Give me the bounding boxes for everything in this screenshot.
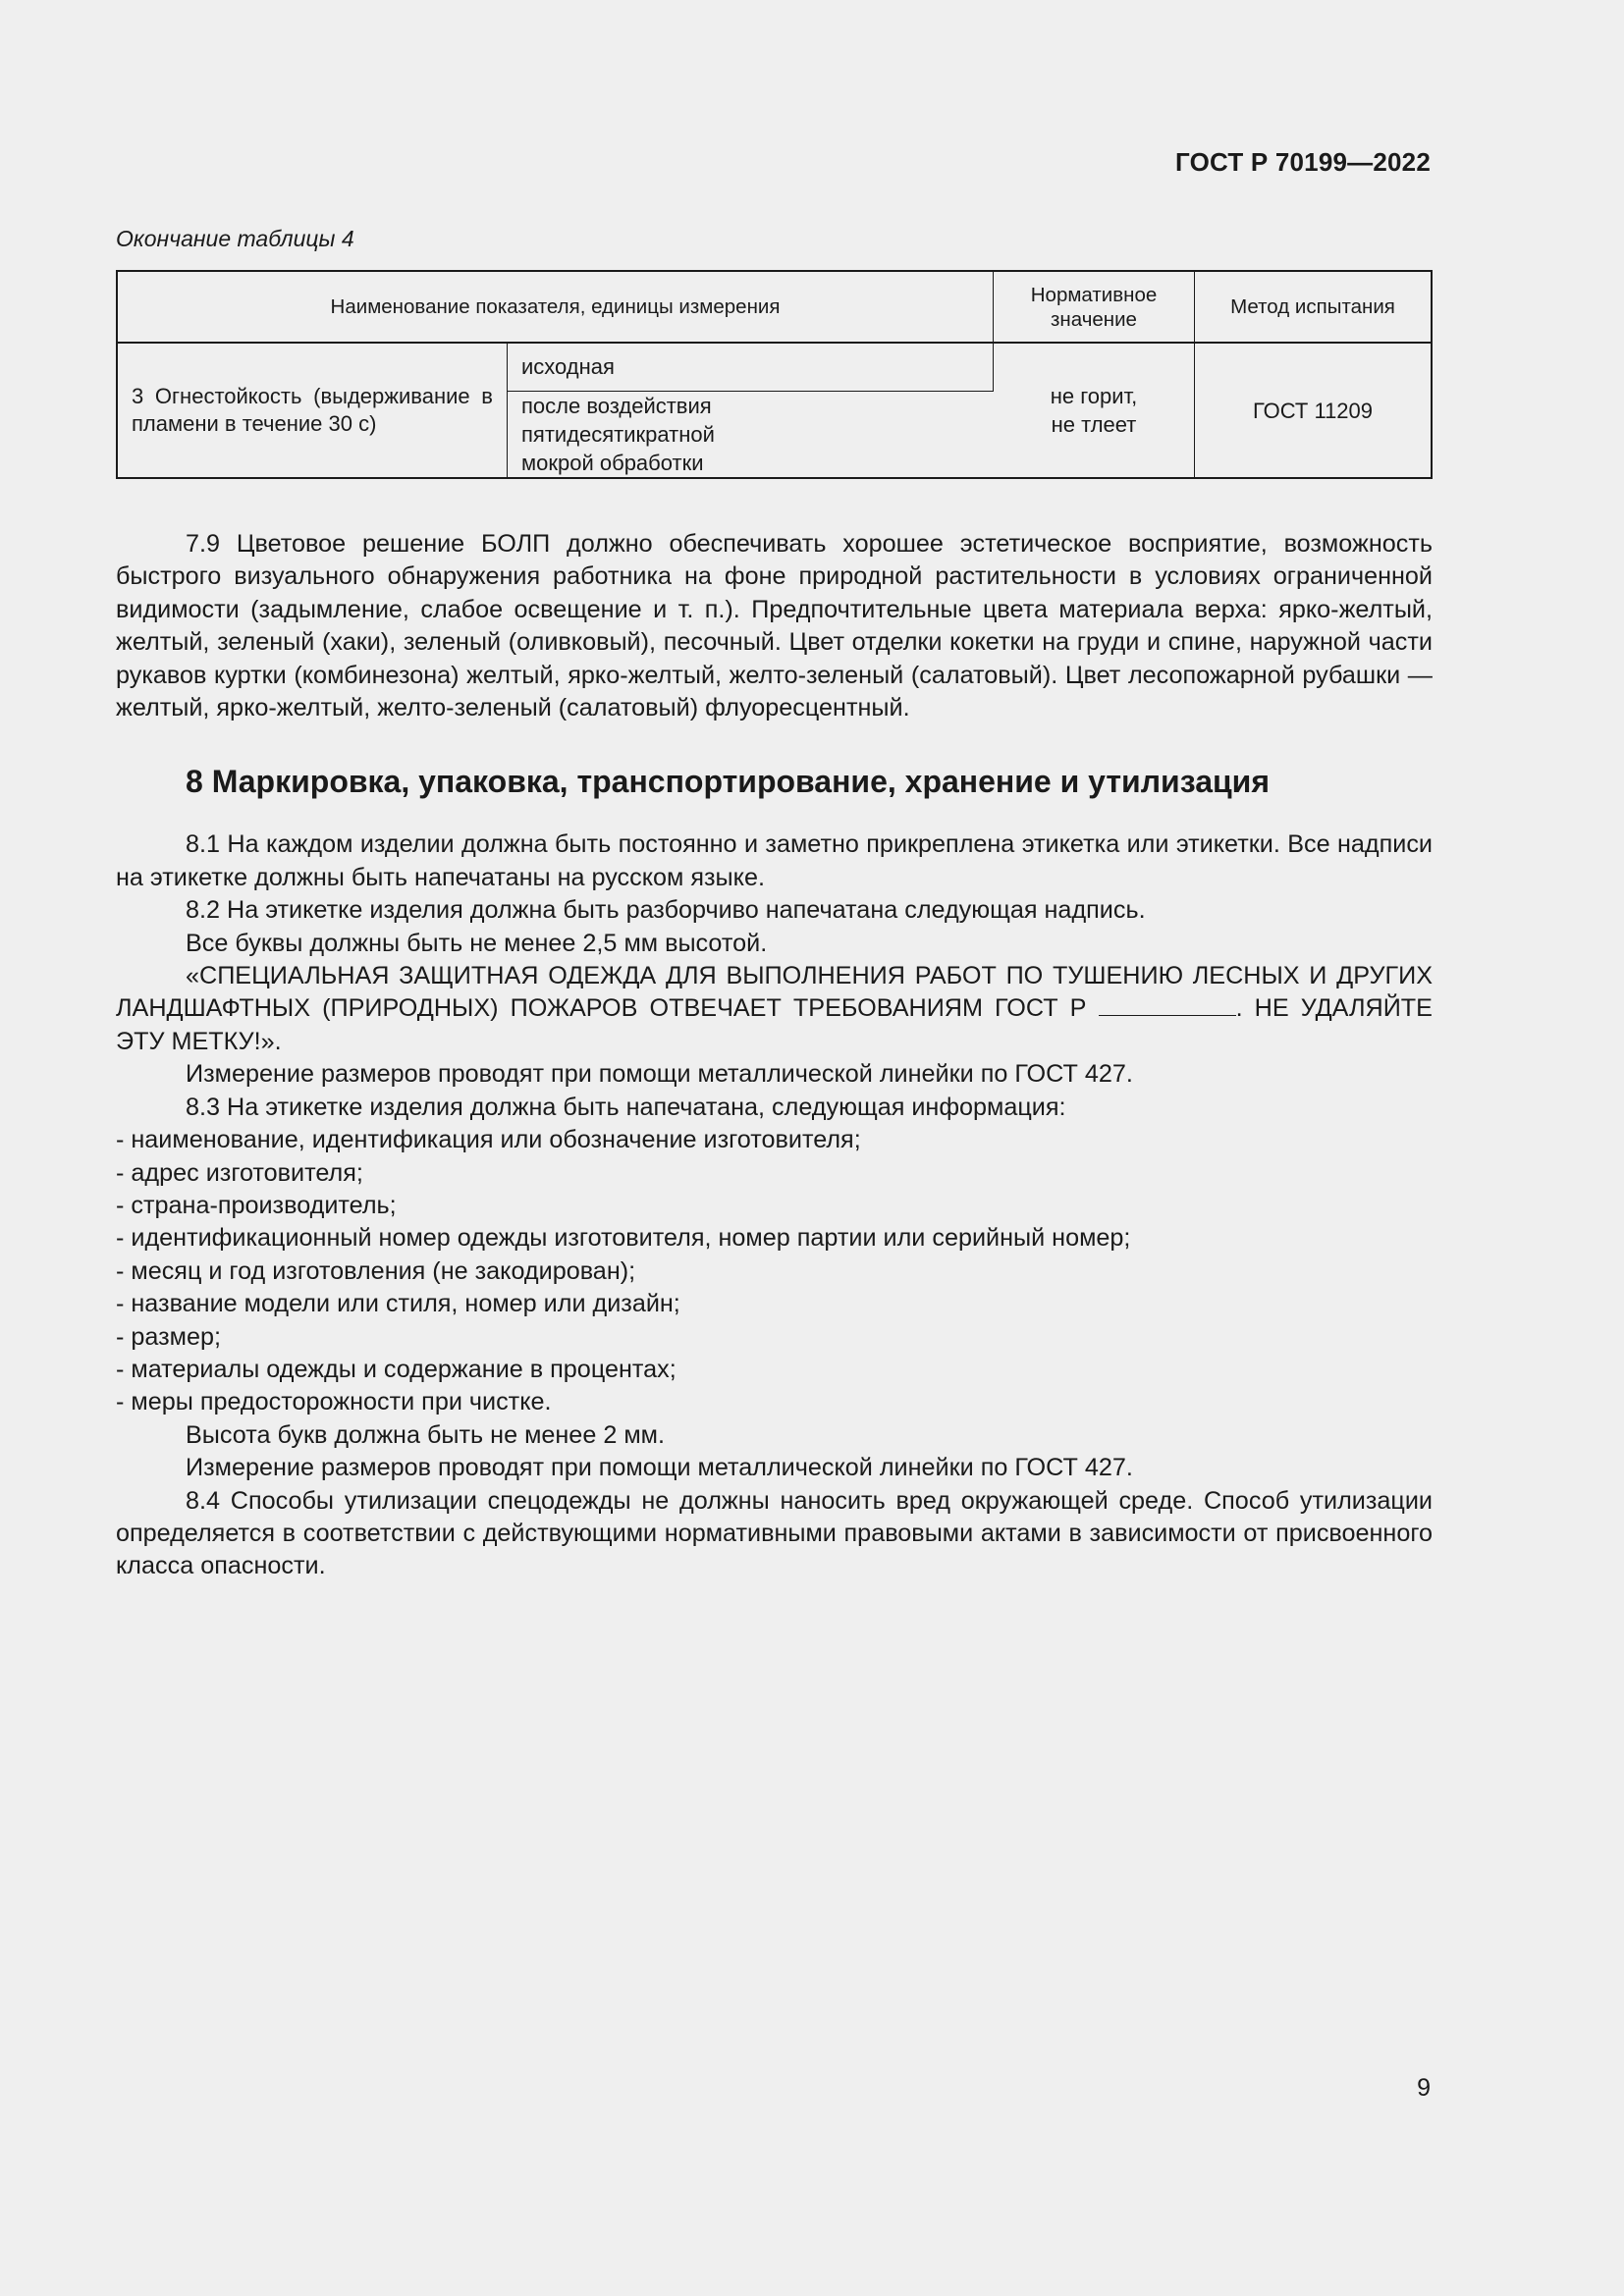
column-header-method: Метод испытания — [1195, 272, 1431, 343]
list-item: - меры предосторожности при чистке. — [116, 1388, 552, 1416]
paragraph-8-1: 8.1 На каждом изделии должна быть постоянно и заметно прикреплена этикетка или этикетки. Все надписи на этикетке должны быть напечатаны на русском языке. — [116, 830, 1433, 891]
column-header-norm-line1: Нормативное — [1030, 283, 1158, 306]
paragraph-8-2: 8.2 На этикетке изделия должна быть разборчиво напечатана следующая надпись. — [186, 896, 1146, 925]
stage-after-line3: мокрой обработки — [521, 451, 704, 475]
column-header-indicator: Наименование показателя, единицы измерения — [118, 272, 994, 343]
list-item: - размер; — [116, 1322, 221, 1351]
paragraph-letters-2-5mm: Все буквы должны быть не менее 2,5 мм высотой. — [186, 929, 768, 957]
gost-number-blank — [1099, 993, 1236, 1016]
norm-value-cell — [994, 343, 1195, 477]
list-item: - наименование, идентификация или обозначение изготовителя; — [116, 1126, 861, 1154]
document-body — [116, 528, 1433, 1583]
paragraph-label-text — [116, 960, 1433, 1058]
paragraph-8-4: 8.4 Способы утилизации спецодежды не должны наносить вред окружающей среде. Способ утилизации определяется в соответствии с действующими нормативными правовыми актами в зависимости от присвоенного класса опасности. — [116, 1486, 1433, 1580]
list-item: - идентификационный номер одежды изготовителя, номер партии или серийный номер; — [116, 1224, 1131, 1253]
list-item: - название модели или стиля, номер или дизайн; — [116, 1290, 680, 1318]
list-item: - адрес изготовителя; — [116, 1158, 363, 1187]
table-4-end — [116, 270, 1433, 479]
norm-value-line1: не горит, — [1050, 384, 1138, 408]
norm-value-line2: не тлеет — [1051, 412, 1137, 437]
paragraph-letters-2mm: Высота букв должна быть не менее 2 мм. — [186, 1420, 665, 1449]
page-number: 9 — [1417, 2074, 1431, 2102]
label-text-end: . НЕ УДАЛЯЙТЕ ЭТУ МЕТКУ!». — [116, 994, 1433, 1055]
table-row — [118, 343, 1431, 392]
document-code-header: ГОСТ Р 70199—2022 — [1175, 147, 1431, 177]
paragraph-measurement-2: Измерение размеров проводят при помощи металлической линейки по ГОСТ 427. — [186, 1454, 1133, 1482]
paragraph-7-9: 7.9 Цветовое решение БОЛП должно обеспечивать хорошее эстетическое восприятие, возможность быстрого визуального обнаружения работника на фоне природной растительности в условиях ограниченной видимости (задымление, слабое освещение и т. п.). Предпочтительные цвета материала верха: ярко-желтый, желтый, зеленый (хаки), зеленый (оливковый), песочный. Цвет отделки кокетки на груди и спине, наружной части рукавов куртки (комбинезона) желтый, ярко-желтый, желто-зеленый (салатовый). Цвет лесопожарной рубашки — желтый, ярко-желтый, желто-зеленый (салатовый) флуоресцентный. — [116, 530, 1433, 722]
table-caption: Окончание таблицы 4 — [116, 226, 354, 251]
stage-initial-cell: исходная — [508, 343, 994, 392]
column-header-norm-line2: значение — [1051, 307, 1137, 331]
column-header-norm — [994, 272, 1195, 343]
list-item: - страна-производитель; — [116, 1191, 397, 1219]
indicator-cell: 3 Огнестойкость (выдерживание в пламени в течение 30 с) — [118, 343, 508, 477]
paragraph-8-3: 8.3 На этикетке изделия должна быть напечатана, следующая информация: — [186, 1093, 1066, 1121]
list-item: - месяц и год изготовления (не закодирован); — [116, 1256, 636, 1285]
label-text-start: «СПЕЦИАЛЬНАЯ ЗАЩИТНАЯ ОДЕЖДА ДЛЯ ВЫПОЛНЕНИЯ РАБОТ ПО ТУШЕНИЮ ЛЕСНЫХ И ДРУГИХ ЛАНДШАФТНЫХ (ПРИРОДНЫХ) ПОЖАРОВ ОТВЕЧАЕТ ТРЕБОВАНИЯМ ГОСТ Р — [116, 962, 1433, 1023]
stage-after-line2: пятидесятикратной — [521, 422, 715, 447]
stage-after-line1: после воздействия — [521, 394, 712, 418]
paragraph-measurement-1: Измерение размеров проводят при помощи металлической линейки по ГОСТ 427. — [186, 1060, 1133, 1089]
stage-after-cell — [508, 392, 994, 477]
test-method-cell: ГОСТ 11209 — [1195, 343, 1431, 477]
table-header-row — [118, 272, 1431, 343]
list-item: - материалы одежды и содержание в процентах; — [116, 1355, 677, 1383]
section-8-title: 8 Маркировка, упаковка, транспортирование, хранение и утилизация — [186, 764, 1270, 800]
